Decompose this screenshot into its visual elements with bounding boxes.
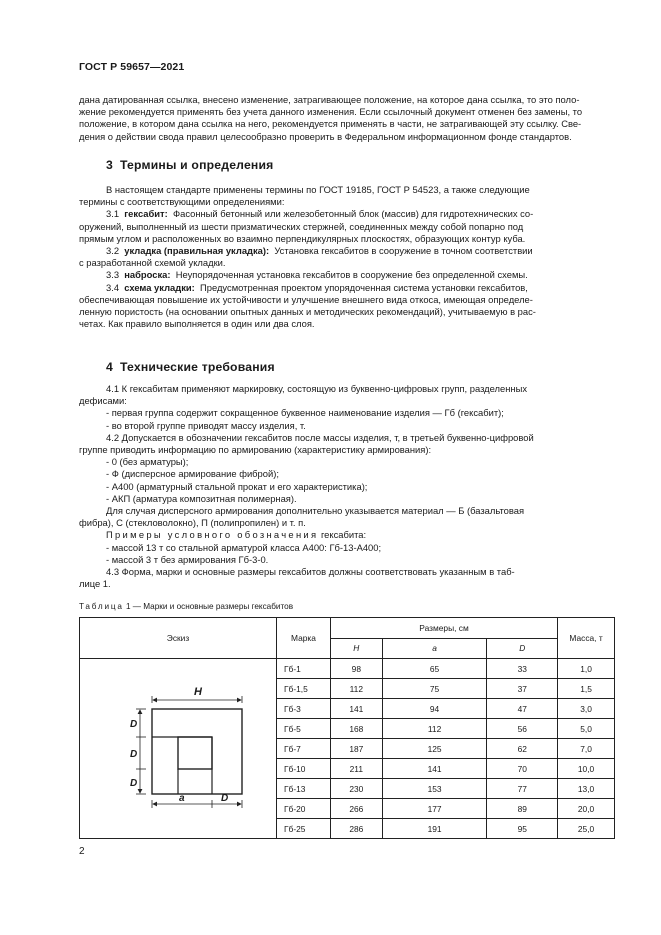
cell-H: 266: [330, 799, 382, 819]
section-number: 4: [106, 360, 113, 374]
cell-mass: 20,0: [558, 799, 615, 819]
cell-a: 141: [382, 759, 487, 779]
text-line: оружений, выполненный из шести призматических стержней, соединенных между собой попарно под: [79, 220, 524, 232]
text-line: обеспечивающая повышение их устойчивости и улучшение внешнего вида откоса, имеющая определе-: [79, 293, 533, 305]
cell-a: 191: [382, 819, 487, 839]
text-line: группе приводить информацию по армированию (характеристику армирования):: [79, 444, 432, 456]
list-item: - массой 3 т без армирования Гб-3-0.: [106, 553, 269, 565]
section-3-heading: [106, 158, 274, 172]
cell-mark: Гб-1: [277, 659, 331, 679]
cell-mark: Гб-1,5: [277, 679, 331, 699]
cell-H: 112: [330, 679, 382, 699]
hexabit-sketch: [80, 662, 276, 833]
table-row: [80, 659, 615, 679]
list-item: - массой 13 т со стальной арматурой класса А400: Гб-13-А400;: [106, 541, 382, 553]
text-line: дефисами:: [79, 395, 127, 407]
text-line: четах. Как правило выполняется в один или два слоя.: [79, 318, 315, 330]
cell-mass: 1,5: [558, 679, 615, 699]
label-D: D: [221, 793, 229, 804]
term-3-1: 3.1 гексабит: Фасонный бетонный или железобетонный блок (массив) для гидротехнических со-: [106, 208, 534, 220]
cell-mass: 5,0: [558, 719, 615, 739]
cell-H: 168: [330, 719, 382, 739]
list-item: - 0 (без арматуры);: [106, 456, 189, 468]
cell-mark: Гб-7: [277, 739, 331, 759]
col-header-H: H: [330, 638, 382, 659]
cell-mark: Гб-25: [277, 819, 331, 839]
cell-mark: Гб-10: [277, 759, 331, 779]
col-header-sizes: Размеры, см: [330, 618, 557, 639]
cell-D: 33: [487, 659, 558, 679]
section-title: Технические требования: [119, 360, 275, 374]
inner-square: [178, 737, 212, 769]
col-header-mass: Масса, т: [558, 618, 615, 659]
sizes-table: [79, 617, 615, 839]
list-item: - во второй группе приводят массу изделия, т.: [106, 419, 306, 431]
cell-D: 70: [487, 759, 558, 779]
standard-id: ГОСТ Р 59657—2021: [79, 61, 185, 73]
cell-a: 112: [382, 719, 487, 739]
examples-heading: Примеры условного обозначения гексабита:: [106, 529, 367, 541]
cell-D: 95: [487, 819, 558, 839]
col-header-a: a: [382, 638, 487, 659]
label-H: H: [194, 686, 202, 698]
cell-H: 98: [330, 659, 382, 679]
cell-mass: 10,0: [558, 759, 615, 779]
text-line: лице 1.: [79, 578, 111, 590]
section-number: 3: [106, 158, 113, 172]
cell-mark: Гб-13: [277, 779, 331, 799]
list-item: - Ф (дисперсное армирование фиброй);: [106, 468, 279, 480]
intro-paragraph: [79, 94, 615, 143]
intro-line: положение, в котором дана ссылка на него, рекомендуется применять в части, не затрагивающей эту ссылку. Све-: [79, 118, 582, 130]
list-item: - А400 (арматурный стальной прокат и его характеристика);: [106, 480, 368, 492]
intro-line: дения о действии свода правил целесообразно проверить в Федеральном информационном фонде стандартов.: [79, 130, 572, 142]
table-caption: Таблица 1 — Марки и основные размеры гексабитов: [79, 602, 294, 611]
cell-mark: Гб-5: [277, 719, 331, 739]
text-line: В настоящем стандарте применены термины по ГОСТ 19185, ГОСТ Р 54523, а также следующие: [106, 184, 530, 195]
cell-a: 94: [382, 699, 487, 719]
term-3-4: 3.4 схема укладки: Предусмотренная проектом упорядоченная система установки гексабитов,: [106, 281, 528, 293]
cell-D: 77: [487, 779, 558, 799]
text-line: 4.2 Допускается в обозначении гексабитов после массы изделия, т, в третьей буквенно-цифровой: [106, 431, 534, 443]
label-a: a: [179, 793, 185, 804]
cell-mass: 25,0: [558, 819, 615, 839]
label-D: D: [130, 778, 138, 789]
text-line: 4.3 Форма, марки и основные размеры гексабитов должны соответствовать указанным в таб-: [106, 566, 515, 578]
text-line: термины с соответствующими определениями:: [79, 196, 285, 208]
text-line: прямым углом и расположенных во взаимно перпендикулярных плоскостях, образующих контур куба.: [79, 232, 526, 244]
term-3-2: 3.2 укладка (правильная укладка): Установка гексабитов в сооружение в точном соответствии: [106, 245, 533, 257]
cell-H: 187: [330, 739, 382, 759]
label-D: D: [130, 719, 138, 730]
text-line: с разработанной схемой укладки.: [79, 257, 226, 269]
cell-mark: Гб-20: [277, 799, 331, 819]
intro-line: дана датированная ссылка, внесено изменение, затрагивающее положение, на которое дана ссылка, то это поло-: [79, 94, 580, 105]
cell-D: 37: [487, 679, 558, 699]
sketch-cell: [80, 659, 277, 839]
cell-H: 286: [330, 819, 382, 839]
text-line: ленную пористость (на основании опытных данных и методических рекомендаций), учитываемую в рас-: [79, 306, 536, 318]
cell-mark: Гб-3: [277, 699, 331, 719]
cell-a: 125: [382, 739, 487, 759]
cell-mass: 7,0: [558, 739, 615, 759]
cell-a: 177: [382, 799, 487, 819]
cell-a: 75: [382, 679, 487, 699]
list-item: - первая группа содержит сокращенное буквенное наименование изделия — Гб (гексабит);: [106, 407, 504, 419]
cell-D: 47: [487, 699, 558, 719]
text-line: 4.1 К гексабитам применяют маркировку, состоящую из буквенно-цифровых групп, разделенных: [106, 383, 528, 394]
outer-square: [152, 709, 242, 794]
cell-a: 153: [382, 779, 487, 799]
cell-D: 62: [487, 739, 558, 759]
cell-a: 65: [382, 659, 487, 679]
col-header-mark: Марка: [277, 618, 331, 659]
cell-mass: 1,0: [558, 659, 615, 679]
cell-D: 56: [487, 719, 558, 739]
page-number: 2: [79, 846, 85, 857]
cell-mass: 13,0: [558, 779, 615, 799]
cell-mass: 3,0: [558, 699, 615, 719]
cell-D: 89: [487, 799, 558, 819]
label-D: D: [130, 749, 138, 760]
cell-H: 211: [330, 759, 382, 779]
term-3-3: 3.3 наброска: Неупорядоченная установка гексабитов в сооружение без определенной схемы.: [106, 269, 528, 281]
cell-H: 230: [330, 779, 382, 799]
section-4-heading: [106, 360, 275, 374]
cell-H: 141: [330, 699, 382, 719]
section-3-body: [79, 184, 615, 330]
section-4-body: [79, 383, 615, 590]
table-body: [80, 659, 615, 839]
col-header-D: D: [487, 638, 558, 659]
text-line: Для случая дисперсного армирования дополнительно указывается материал — Б (базальтовая: [106, 505, 525, 517]
text-line: фибра), С (стекловолокно), П (полипропилен) и т. п.: [79, 517, 306, 529]
intro-line: жение рекомендуется применять без учета данного изменения. Если ссылочный документ отменен без замены, то: [79, 106, 583, 118]
section-title: Термины и определения: [119, 158, 274, 172]
col-header-sketch: Эскиз: [80, 618, 277, 659]
list-item: - АКП (арматура композитная полимерная).: [106, 492, 297, 504]
